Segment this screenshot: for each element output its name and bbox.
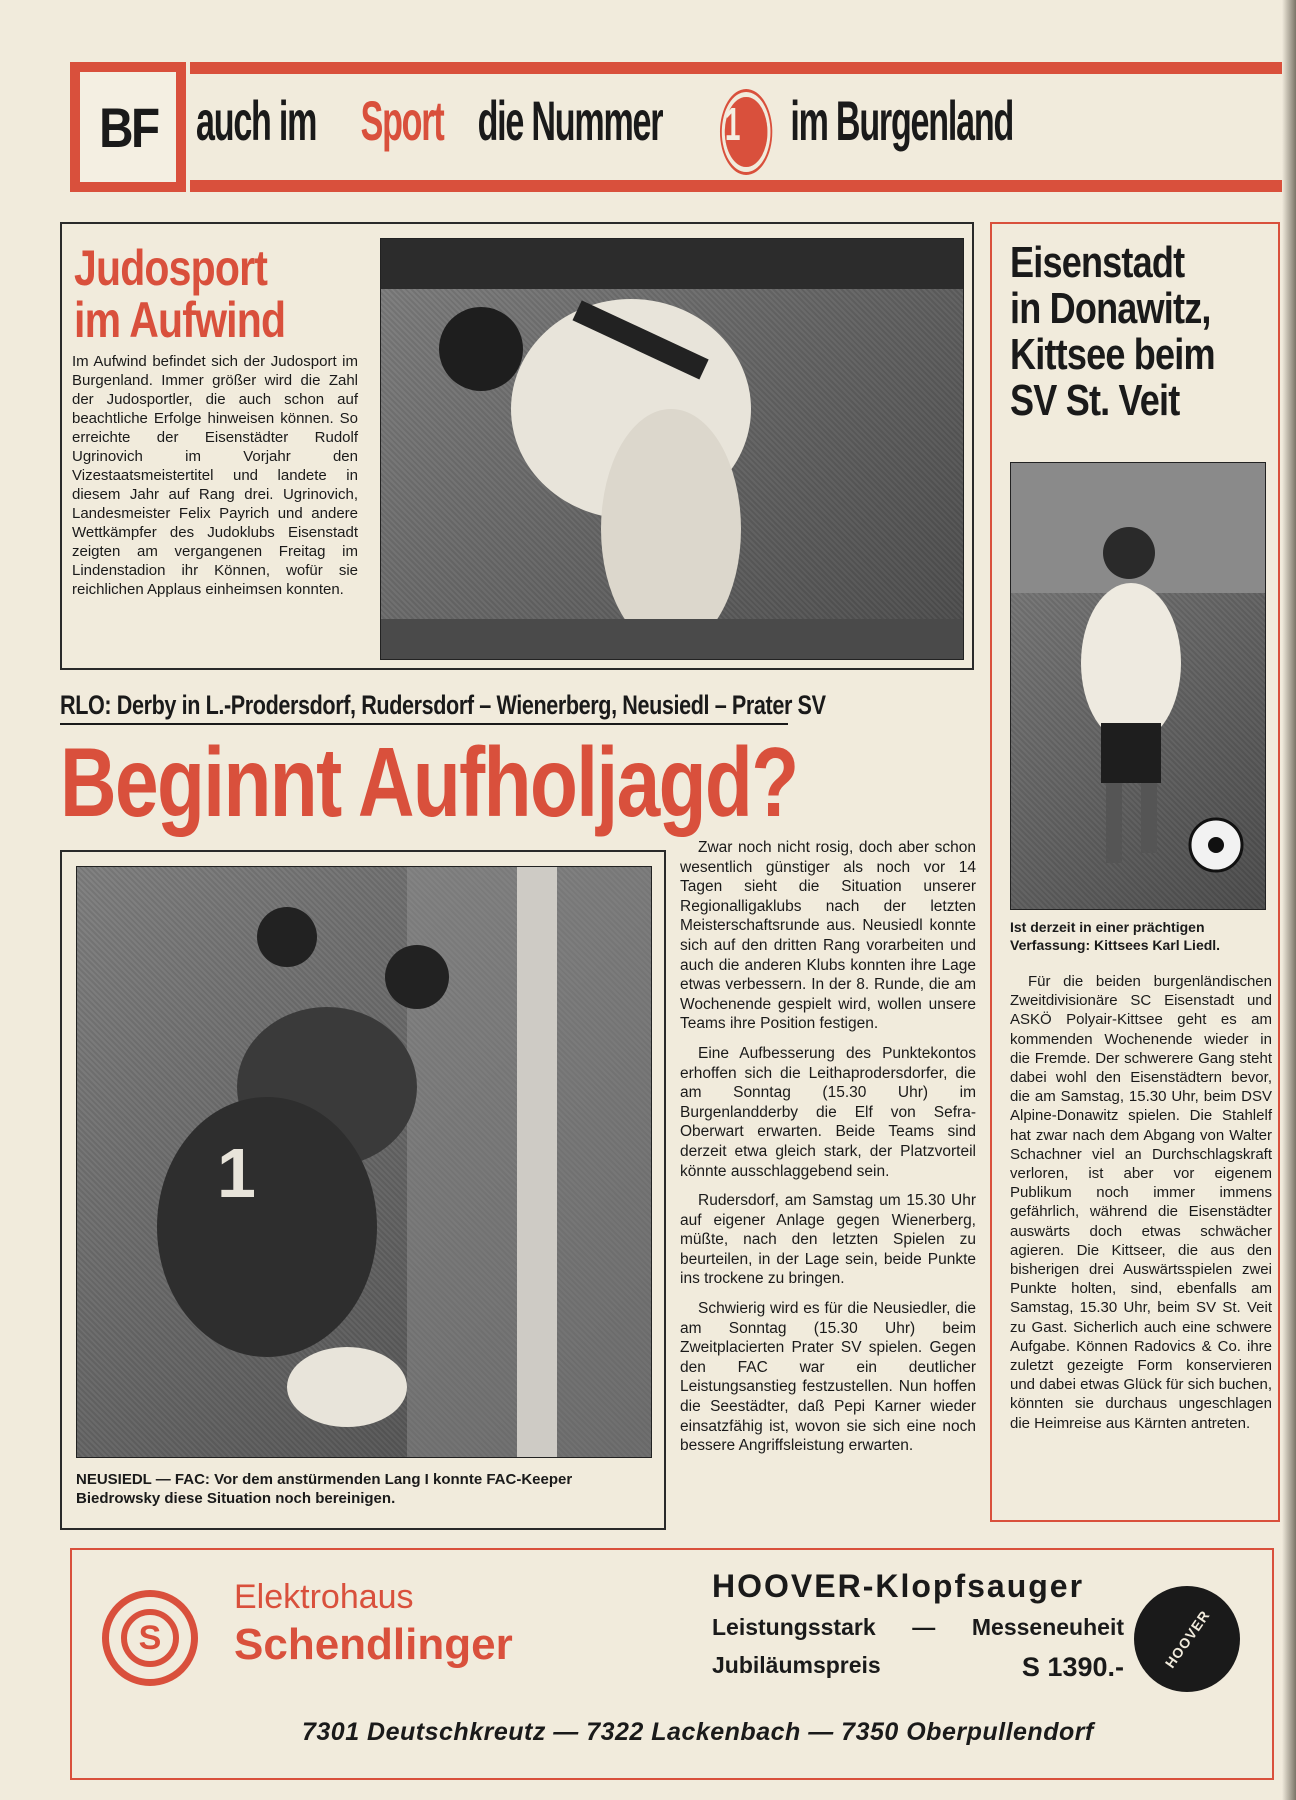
judo-photo xyxy=(380,238,964,660)
match-photo-box xyxy=(60,850,666,1530)
match-photo xyxy=(76,866,652,1458)
schendlinger-logo-mark: S xyxy=(121,1609,179,1667)
ad-addresses: 7301 Deutschkreutz — 7322 Lackenbach — 7350 Oberpullendorf xyxy=(302,1718,1094,1746)
masthead-top-rule xyxy=(190,62,1296,74)
masthead xyxy=(70,62,1296,192)
slogan-sport: Sport xyxy=(360,88,444,152)
ad-name-line2: Schendlinger xyxy=(234,1620,513,1669)
ad-product: HOOVER-Klopfsauger xyxy=(712,1568,1085,1604)
masthead-bottom-rule xyxy=(190,180,1296,192)
number-one-badge: 1 xyxy=(725,97,768,167)
rlo-paragraph: Rudersdorf, am Samstag um 15.30 Uhr auf eigener Anlage gegen Wienerberg, müßte, nach den letzten Spielen zu beurteilen, in der Lage sein, beide Punkte ins trockene zu bringen. xyxy=(680,1192,976,1288)
rlo-kicker: RLO: Derby in L.-Prodersdorf, Rudersdorf – Wienerberg, Neusiedl – Prater SV xyxy=(60,690,788,725)
slogan-part1: auch im xyxy=(196,88,317,152)
liedl-photo-illustration xyxy=(1011,463,1266,910)
right-headline-line2: in Donawitz, xyxy=(1010,284,1211,333)
judo-headline-line2: im Aufwind xyxy=(74,292,286,348)
right-headline-line3: Kittsee beim xyxy=(1010,330,1215,379)
ad-price-line xyxy=(712,1652,1124,1683)
right-headline-line1: Eisenstadt xyxy=(1010,238,1185,287)
liedl-photo xyxy=(1010,462,1266,910)
slogan-part3: im Burgenland xyxy=(790,88,1013,152)
right-column-article xyxy=(990,222,1280,1522)
ad-dash: — xyxy=(912,1614,936,1640)
schendlinger-logo xyxy=(102,1590,198,1686)
advertisement xyxy=(70,1548,1274,1780)
judo-headline-line1: Judosport xyxy=(74,240,268,296)
ad-price: S 1390.- xyxy=(1021,1652,1124,1682)
judo-photo-illustration xyxy=(381,239,964,660)
masthead-slogan xyxy=(196,84,1296,170)
judo-headline xyxy=(74,242,285,346)
slogan-part2: die Nummer xyxy=(477,88,663,152)
rlo-paragraph: Schwierig wird es für die Neusiedler, die am Sonntag (15.30 Uhr) beim Zweitplacierten Prater SV spielen. Gegen den FAC war ein deutlicher Leistungsanstieg festzustellen. Nun hoffen die Seestädter, daß Pepi Karner wieder einsatzfähig ist, wovon sie sich eine noch bessere Angriffsleistung erwarten. xyxy=(680,1300,976,1455)
rlo-body xyxy=(680,838,976,1466)
match-photo-illustration xyxy=(77,867,652,1458)
liedl-caption: Ist derzeit in einer prächtigen Verfassung: Kittsees Karl Liedl. xyxy=(1010,919,1221,953)
ad-feature1: Leistungsstark xyxy=(712,1614,876,1640)
bf-logo xyxy=(70,62,186,192)
hoover-logo-text: HOOVER xyxy=(1161,1607,1213,1671)
rlo-paragraph: Zwar noch nicht rosig, doch aber schon wesentlich günstiger als noch vor 14 Tagen sieht die Situation unserer Regionalligaklubs nach der letzten Meisterschaftsrunde aus. Neusiedl konnte sich auf den dritten Rang vorarbeiten und auch die anderen Klubs konnten ihre Lage etwas verbessern. In der 8. Runde, die am Wochenende gespielt wird, wollen unsere Teams ihre Position festigen. xyxy=(680,839,976,1033)
judo-article xyxy=(60,222,974,670)
ad-feature2: Messeneuheit xyxy=(971,1614,1124,1640)
rlo-headline: Beginnt Aufholjagd? xyxy=(60,727,798,837)
ad-features xyxy=(712,1614,1124,1641)
right-body: Für die beiden burgenländischen Zweitdivisionäre SC Eisenstadt und ASKÖ Polyair-Kittsee geht es am kommenden Wochenende wieder in die Fremde. Der schwerere Gang steht dabei wohl den Eisenstädtern bevor, die am Samstag, 15.30 Uhr, beim DSV Alpine-Donawitz spielen. Die Stahlelf hat zwar nach dem Abgang von Walter Schachner viel an Durchschlagskraft verloren, ist aber vor eigenem Publikum noch immer immens gefährlich, während die Eisenstädter auswärts doch etwas schwächer agieren. Die Kittseer, die aus den bisherigen drei Auswärtsspielen zwei Punkte holten, sind, ebenfalls am Samstag, 15.30 Uhr, beim SV St. Veit zu Gast. Sicherlich auch eine schwere Aufgabe. Können Radovics & Co. ihre zuletzt gezeigte Form konservieren und dabei etwas Glück für sich buchen, könnten sie durchaus ungeschlagen die Heimreise aus Kärnten antreten. xyxy=(1010,973,1272,1432)
hoover-logo xyxy=(1134,1586,1240,1692)
match-caption: NEUSIEDL — FAC: Vor dem anstürmenden Lang I konnte FAC-Keeper Biedrowsky diese Situation noch bereinigen. xyxy=(76,1471,573,1507)
judo-body: Im Aufwind befindet sich der Judosport im Burgenland. Immer größer wird die Zahl der Judosportler, die auch schon auf beachtliche Erfolge hinweisen können. So erreichte der Eisenstädter Rudolf Ugrinovich im Vorjahr den Vizestaatsmeistertitel und landete in diesem Jahr auf Rang drei. Ugrinovich, Landesmeister Felix Payrich und andere Wettkämpfer des Judoklubs Eisenstadt zeigten am vergangenen Freitag im Lindenstadion ihr Können, wofür sie reichlichen Applaus einheimsen konnten. xyxy=(72,353,358,598)
right-headline-line4: SV St. Veit xyxy=(1010,376,1180,425)
svg-text:1: 1 xyxy=(217,1134,256,1212)
rlo-paragraph: Eine Aufbesserung des Punktekontos erhoffen sich die Leithaprodersdorfer, die am Sonntag (15.30 Uhr) im Burgenlandderby die Elf von Sefra-Oberwart erwarten. Beide Teams sind derzeit etwa gleich stark, der Platzvorteil könnte ausschlaggebend sein. xyxy=(680,1044,976,1180)
right-headline xyxy=(1010,240,1215,424)
bf-logo-text: BF xyxy=(98,95,158,159)
ad-name-line1: Elektrohaus xyxy=(234,1578,414,1616)
ad-price-label: Jubiläumspreis xyxy=(712,1652,881,1678)
page-edge-shadow xyxy=(1282,0,1296,1800)
